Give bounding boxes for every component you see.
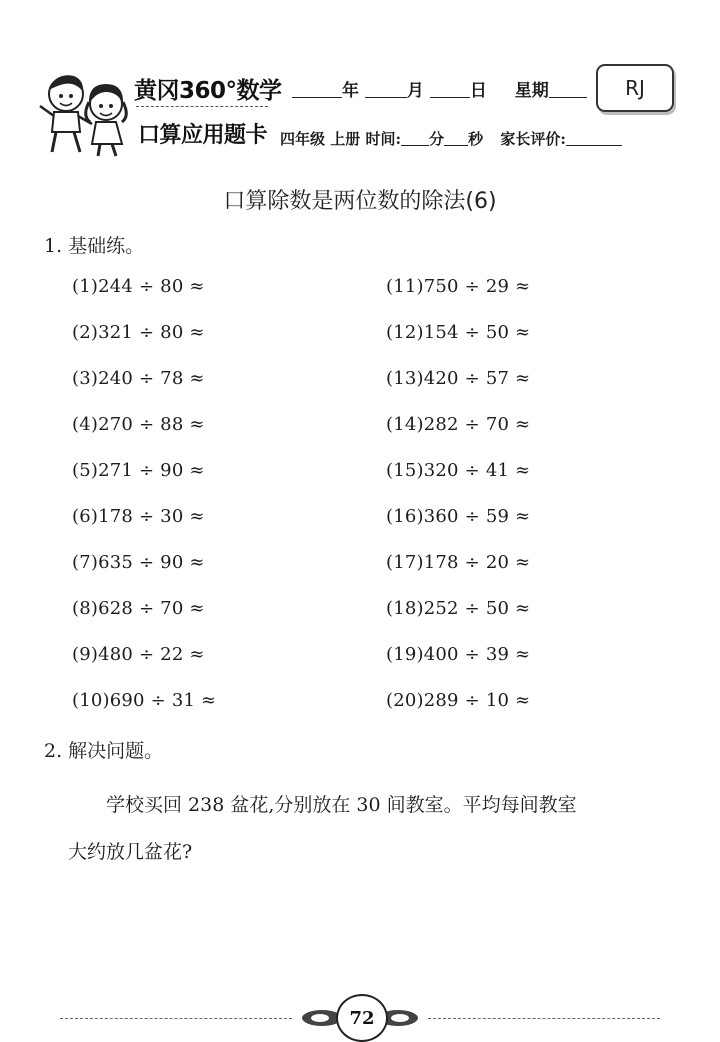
problem-10: (10)690 ÷ 31 ≈ (72, 690, 217, 711)
problem-14: (14)282 ÷ 70 ≈ (386, 414, 531, 435)
weekday-blank[interactable] (549, 81, 587, 98)
worksheet-title: 口算除数是两位数的除法(6) (223, 189, 497, 214)
month-label: 月 (406, 81, 424, 101)
parent-eval-blank[interactable] (566, 131, 622, 146)
problem-4: (4)270 ÷ 88 ≈ (72, 414, 205, 435)
problem-8: (8)628 ÷ 70 ≈ (72, 598, 205, 619)
problem-11: (11)750 ÷ 29 ≈ (386, 276, 531, 297)
header (0, 0, 720, 170)
brand-divider (136, 106, 268, 107)
section2-heading: 2. 解决问题。 (44, 740, 164, 762)
problem-6: (6)178 ÷ 30 ≈ (72, 506, 205, 527)
problem-19: (19)400 ÷ 39 ≈ (386, 644, 531, 665)
word-problem-line-2: 大约放几盆花? (68, 841, 193, 863)
page-number: 72 (336, 994, 388, 1042)
problem-15: (15)320 ÷ 41 ≈ (386, 460, 531, 481)
footer-dash-right (428, 1018, 660, 1019)
meta-line (280, 128, 622, 149)
word-problem-text-1: 学校买回 238 盆花,分别放在 30 间教室。平均每间教室 (106, 794, 577, 816)
weekday-label: 星期 (514, 81, 549, 101)
problem-13: (13)420 ÷ 57 ≈ (386, 368, 531, 389)
footer-dash-left (60, 1018, 292, 1019)
problem-7: (7)635 ÷ 90 ≈ (72, 552, 205, 573)
problem-2: (2)321 ÷ 80 ≈ (72, 322, 205, 343)
section1-heading: 1. 基础练。 (44, 235, 145, 257)
month-blank[interactable] (365, 81, 407, 98)
parent-eval-label: 家长评价: (500, 130, 566, 148)
problem-18: (18)252 ÷ 50 ≈ (386, 598, 531, 619)
minute-blank[interactable] (401, 131, 429, 146)
problem-16: (16)360 ÷ 59 ≈ (386, 506, 531, 527)
word-problem-line-1 (68, 782, 688, 829)
year-label: 年 (342, 81, 359, 101)
brand-title: 黄冈360°数学 (134, 78, 282, 104)
second-blank[interactable] (444, 131, 468, 146)
problem-9: (9)480 ÷ 22 ≈ (72, 644, 205, 665)
year-blank[interactable] (292, 81, 342, 98)
problem-3: (3)240 ÷ 78 ≈ (72, 368, 205, 389)
day-blank[interactable] (430, 81, 470, 98)
product-title: 口算应用题卡 (138, 123, 268, 148)
problem-5: (5)271 ÷ 90 ≈ (72, 460, 205, 481)
minute-label: 分 (429, 130, 445, 148)
day-label: 日 (469, 81, 487, 101)
second-label: 秒 (468, 130, 484, 148)
word-problem (68, 782, 688, 876)
page-footer (0, 990, 720, 1042)
volume-label: 上册 (330, 130, 361, 148)
edition-badge: RJ (596, 64, 674, 112)
problem-17: (17)178 ÷ 20 ≈ (386, 552, 531, 573)
problem-12: (12)154 ÷ 50 ≈ (386, 322, 531, 343)
kids-mascot-logo (36, 66, 134, 158)
problem-20: (20)289 ÷ 10 ≈ (386, 690, 531, 711)
grade-label: 四年级 (280, 130, 326, 148)
date-line (292, 76, 587, 101)
time-label: 时间: (365, 130, 402, 148)
problem-1: (1)244 ÷ 80 ≈ (72, 276, 205, 297)
